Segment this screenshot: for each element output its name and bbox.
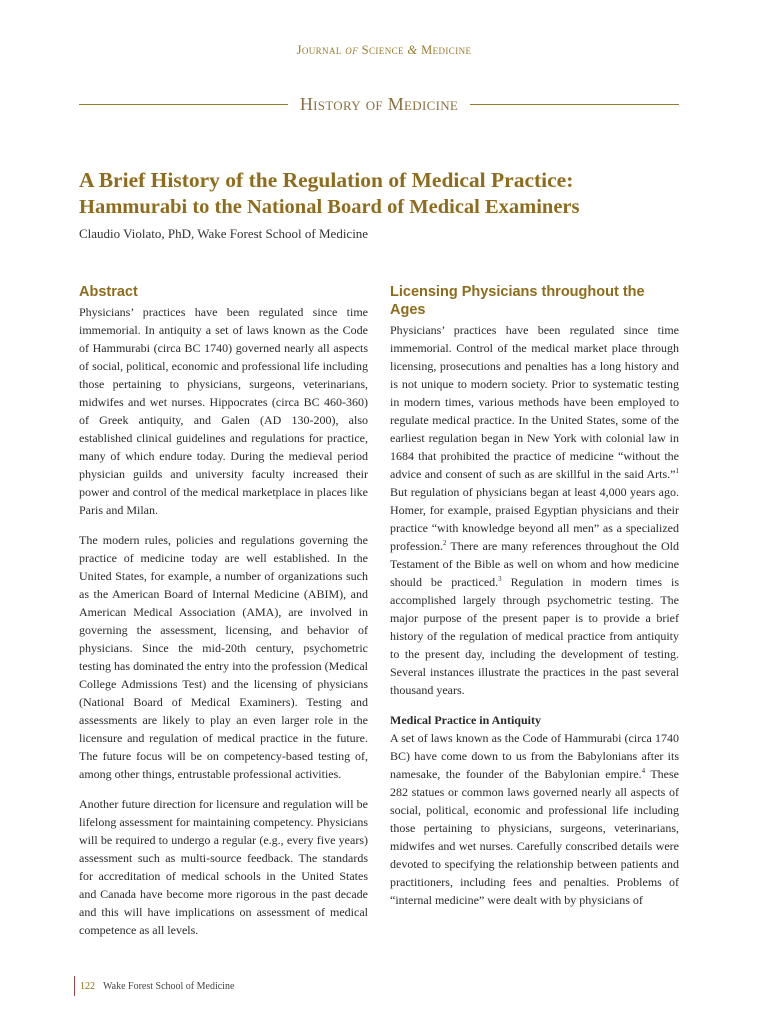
footnote-ref-2[interactable]: 2 [443,539,447,547]
journal-name-amp: & [407,43,418,57]
left-column [79,283,368,951]
footer-institution: Wake Forest School of Medicine [103,980,235,992]
footnote-ref-4[interactable]: 4 [641,767,646,775]
antiquity-heading: Medical Practice in Antiquity [390,713,541,727]
footnote-ref-3[interactable]: 3 [498,575,502,583]
right-column [390,283,679,921]
section-rule-left [79,104,288,105]
licensing-text-2: But regulation of physicians began at least 4,000 years ago. Homer, for example, praised Egyptian physicians and their practice “with knowledge beyond all men” as a specialized profession. [390,485,679,553]
licensing-text-3: There are many references throughout the Old Testament of the Bible as well on whom and how medicine should be practiced. [390,539,679,589]
article-subtitle: Hammurabi to the National Board of Medical Examiners [79,196,580,218]
journal-name-journal: Journal [296,43,342,57]
abstract-paragraph-3: Another future direction for licensure and regulation will be lifelong assessment for maintaining competency. Physicians will be required to undergo a regular (e.g., every five years) assessment such as multi-source feedback. The standards for accreditation of medical schools in the United States and Canada have become more rigorous in the past decade and this will have implications on assessment of medical competence as all levels. [79,797,368,937]
abstract-heading: Abstract [79,284,138,300]
page-number: 122 [80,980,95,992]
antiquity-text-2: These 282 statues or common laws governed nearly all aspects of social, political, economic and professional life including those pertaining to physicians, surgeons, veterinarians, midwifes and wet nurses. Carefully conscribed details were devoted to specifying the relationship between patients and practitioners, including fees and penalties. Problems of “internal medicine” were dealt with by physicians of [390,767,679,907]
journal-name-medicine: Medicine [421,43,472,57]
section-rule-right [470,104,679,105]
journal-header [0,43,768,58]
section-header [79,92,679,116]
article-title-block [79,167,689,242]
licensing-paragraph [390,321,679,699]
licensing-text-4: Regulation in modern times is accomplished largely through psychometric testing. The major purpose of the present paper is to provide a brief history of the regulation of medical practice from antiquity to the present day, including the development of testing. Several instances illustrate the practices in the past several thousand years. [390,575,679,697]
abstract-paragraph-2: The modern rules, policies and regulations governing the practice of medicine today are well established. In the United States, for example, a number of organizations such as the American Board of Internal Medicine (ABIM), and American Medical Association (AMA), are involved in governing the assessment, licensing, and behavior of physicians. Since the mid-20th century, psychometric testing has dominated the entry into the profession (Medical College Admissions Test) and the licensing of physicians (National Board of Medical Examiners). Testing and assessments are likely to play an even larger role in the licensure and regulation of medical practice in the future. The future focus will be on competency-based testing of, among other things, entrustable professional activities. [79,533,368,781]
licensing-heading: Licensing Physicians throughout the Ages [390,284,645,318]
antiquity-paragraph [390,729,679,909]
article-author: Claudio Violato, PhD, Wake Forest School of Medicine [79,226,369,241]
licensing-text-1: Physicians’ practices have been regulated since time immemorial. Control of the medical market place through licensing, prosecutions and penalties has a long history and is not unique to modern society. Prior to systematic testing in modern times, various methods have been employed to regulate medical practice. In the United States, some of the earliest regulation began in New York with colonial law in 1684 that prohibited the practice of medicine “without the advice and consent of such as are skillful in the said Arts.” [390,323,679,481]
journal-name-science: Science [361,43,404,57]
antiquity-text-1: A set of laws known as the Code of Hammurabi (circa 1740 BC) have come down to us from the Babylonians after its namesake, the founder of the Babylonian empire. [390,731,679,781]
page-footer [74,976,234,996]
footer-accent-bar [74,976,75,996]
article-title: A Brief History of the Regulation of Medical Practice: [79,168,574,192]
footnote-ref-1[interactable]: 1 [675,467,679,475]
abstract-paragraph-1: Physicians’ practices have been regulated since time immemorial. In antiquity a set of laws known as the Code of Hammurabi (circa BC 1740) governed nearly all aspects of social, political, economic and professional life including those pertaining to physicians, surgeons, veterinarians, midwifes and wet nurses. Hippocrates (circa BC 460-360) of Greek antiquity, and Galen (AD 130-200), also established clinical guidelines and regulations for practice, many of which endure today. During the medieval period physician guilds and university faculty increased their power and control of the medical marketplace in places like Paris and Milan. [79,305,368,517]
journal-name-of: of [345,43,359,57]
section-title: History of Medicine [299,93,459,114]
